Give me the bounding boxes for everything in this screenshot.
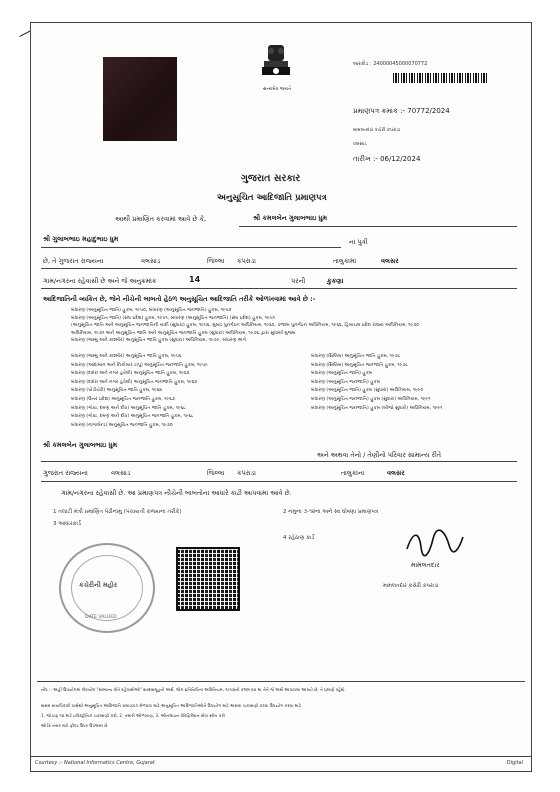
- seal-bottom-text: DATE VALUED: [85, 615, 117, 620]
- document-item-3: 3 આધારકાર્ડ: [53, 521, 81, 527]
- signature-mark: [403, 527, 467, 557]
- qr-code: [176, 547, 240, 611]
- order-item: બંધારણ (પોંડીચેરી) અનુસૂચિત જાતિ હુકમ, ૧૯૬૪: [71, 388, 163, 394]
- district-value: કપરાડા: [237, 257, 256, 265]
- state-line: છે, તે ગુજરાત રાજ્યના: [43, 257, 104, 265]
- residence-district: કપરાડા: [237, 469, 256, 477]
- taluka-label: તાલુકામાં: [333, 257, 357, 265]
- footer: [31, 756, 531, 771]
- government-title: ગુજરાત સરકાર: [241, 173, 301, 184]
- residence-state: ગુજરાત રાજ્યના: [43, 469, 88, 477]
- parent-name: શ્રી ગુલાબભાઇ મહાદુભાઇ ધુમ: [43, 235, 119, 243]
- issue-date: તારીખ :- 06/12/2024: [353, 155, 421, 163]
- document-item-4: 4 રહેઠાણ કાર્ડ: [283, 535, 315, 541]
- residence-district-label: જિલ્લા: [207, 469, 225, 477]
- certificate-page: [30, 22, 532, 772]
- residence-name: શ્રી કમલબેન ગુલાબભાઇ ધુમ: [43, 441, 118, 449]
- courtesy-text: Courtesy :- National Informatics Centre, Gujarat: [35, 760, 155, 766]
- village-line: ગામ/નગરના રહેવાસી છે અને જે અનુક્રમાંક: [43, 277, 157, 285]
- relation-label: ના પુત્રી: [349, 238, 368, 246]
- order-item: બંધારણ (અનુસૂચિત જાતિ) હુકમ (સુધારા) અધિનિયમ, ૧૯૯૦: [311, 388, 424, 394]
- order-item: બંધારણ (અનુસૂચિત જનજાતિ) હુકમ (સુધારા) અધિનિયમ, ૧૯૯૧: [311, 396, 431, 402]
- order-item: બંધારણ (અનુસૂચિત જનજાતિ) હુકમ: [311, 379, 380, 385]
- office-seal: [59, 543, 155, 633]
- state-emblem-icon: [259, 43, 293, 83]
- intro-text: આથી પ્રમાણિત કરવામાં આવે છે કે,: [115, 215, 207, 223]
- note-line-1: નોંધ :- અહીં ઉપયોગમાં લેવાયેલ "સામાન્ય રીતે રહેવાસીઓ" શબ્દસમૂહનો અર્થ, લોક-પ્રતિનિધિત્વ અધિનિયમ, ૧૯૫૦ની કલમ ૨૦ માં તેને જે અર્થ આપવામાં આવ્યો છે, તે પ્રમાણે રહેશે.: [41, 687, 346, 692]
- office-line-2: વલસાડ: [353, 142, 367, 147]
- order-item: બંધારણ (ઉત્તર પ્રદેશ) અનુસૂચિત જનજાતિ હુકમ, ૧૯૬૭: [71, 396, 175, 402]
- order-item: બંધારણ (દાદરા અને નગર હવેલી) અનુસૂચિત જનજાતિ હુકમ, ૧૯૬૨: [71, 379, 198, 385]
- order-item: બંધારણ (ગોવા, દમણ અને દીવ) અનુસૂચિત જાતિ હુકમ, ૧૯૬૮: [71, 405, 186, 411]
- document-item-2: 2 નમુના ૭-૧૨ના અને સ્વ ઘોષણા પ્રમાણપત્ર: [283, 509, 379, 515]
- order-item: બંધારણ (દાદરા અને નગર હવેલી) અનુસૂચિત જાતિ હુકમ, ૧૯૬૨: [71, 371, 190, 377]
- certificate-title: અનુસૂચિત આદિજાતિ પ્રમાણપત્ર: [217, 193, 327, 203]
- orders-right-column: [311, 353, 443, 413]
- residence-taluka: વલસર: [387, 469, 405, 477]
- barcode: [393, 73, 489, 83]
- order-item: બંધારણ (જમ્મુ અને કાશ્મીર) અનુસૂચિત જાતિ હુકમ, ૧૯૫૬: [71, 354, 182, 359]
- caste-label: પરની: [291, 277, 306, 285]
- signature-office: મામલતદાર કચેરી કપરાડા: [383, 583, 439, 589]
- residence-suffix: અને અથવા તેનો / તેણીનો પરિવાર સામાન્ય રીતે: [317, 451, 442, 459]
- note-line-2: સક્ષમ સત્તાધિકારી પાસેથી અનુસૂચિત આદિજાતિ પ્રમાણપત્ર મેળવવા માટે અનુસૂચિત આદિજાતિઓને ઉપયોગ માટે અથવા ચકાસણી કરવા ઉપયોગ કરવા માટે: [41, 703, 302, 708]
- order-item: બંધારણ (સિક્કિમ) અનુસૂચિત જનજાતિ હુકમ, ૧૯૭૮: [311, 362, 409, 368]
- digital-text: Digital: [506, 760, 523, 766]
- serial-number: 14: [189, 275, 201, 284]
- residence-village-line: ગામ/નગરના રહેવાસી છે. આ પ્રમાણપત્ર નીચેની બાબતોના આધારે કાઢી આપવામાં આવે છે.: [61, 489, 292, 497]
- emblem-motto: સત્યમેવ જયતે: [263, 87, 292, 92]
- document-item-1: 1 તલાટી મંત્રી પ્રમાણિત પેઢીનામુ (પંચાયતી રાજ્યના તરીકે): [53, 509, 182, 515]
- order-item: બંધારણ (આંદામાન અને નિકોબાર ટાપુ) અનુસૂચિત જનજાતિ હુકમ, ૧૯૫૯: [71, 362, 208, 368]
- order-item: બંધારણ (ગોવા, દમણ અને દીવ) અનુસૂચિત જનજાતિ હુકમ, ૧૯૬૮: [71, 414, 194, 420]
- signature-title: મામલતદાર: [411, 561, 440, 569]
- district-of-state: વલસાડ: [141, 257, 161, 265]
- order-item: બંધારણ (સિક્કિમ) અનુસૂચિત જાતિ હુકમ, ૧૯૭૮: [311, 354, 401, 359]
- taluka-value: વલસર: [381, 257, 399, 265]
- barcode-label: બારકોડ : 24000045000070772: [353, 61, 428, 67]
- caste-value: કુકણા: [327, 277, 344, 285]
- note-line-3: 1. જોડાણ ૧૦ માટે ઇલેક્ટ્રોનિક ચકાસણી કરો, 2. તમારી ઓળખાણ, 3. ઓનલાઇન વેરિફિકેશન સેવા સ્કેન કરો: [41, 713, 225, 718]
- seal-text: કચેરીની મહોર: [79, 581, 118, 589]
- certificate-number: પ્રમાણપત્ર ક્રમાંક :- 70772/2024: [353, 107, 450, 115]
- orders-left-column: [71, 353, 208, 430]
- order-item: બંધારણ (અનુસૂચિત જનજાતિ) હુકમ (બીજો સુધારો) અધિનિયમ, ૧૯૯૧: [311, 405, 443, 411]
- order-item: બંધારણ (અનુસૂચિત જાતિ) હુકમ: [311, 371, 373, 377]
- residence-state-district: વલસાડ: [111, 469, 131, 477]
- district-label: જિલ્લા: [207, 257, 225, 265]
- orders-paragraph: બંધારણ (અનુસૂચિત જાતિ) હુકમ, ૧૯૫૦, બંધારણ (અનુસૂચિત જનજાતિ) હુકમ, ૧૯૫૦ બંધારણ (અનુસૂચિત જાતિ) (સંઘ પ્રદેશ) હુકમ, ૧૯૫૧, બંધારણ (અનુસૂચિત જનજાતિ) (સંઘ પ્રદેશ) હુકમ, ૧૯૫૧ (અનુસૂચિત જાતિ અને અનુસૂચિત જનજાતિની યાદી (સુધારા) હુકમ, ૧૯૫૬, મુંબઇ પુનર્ગઠન અધિનિયમ, ૧૯૬૦, પંજાબ પુનર્ગઠન અધિનિયમ, ૧૯૬૬, હિમાચલ પ્રદેશ રાજ્ય અધિનિયમ, ૧૯૭૦ અધિનિયમ, ૧૯૭૧ અને અનુસૂચિત જાતિ અને અનુસૂચિત જનજાતિ હુકમ (સુધારા) અધિનિયમ, ૧૯૭૬ દ્વારા સુધાર્યા મુજબ બંધારણ (જમ્મુ અને કાશ્મીર) અનુસૂચિત જાતિ હુકમ (સુધારા) અધિનિયમ, ૧૯૭૯, બંધારણ અંગે: [71, 308, 420, 344]
- order-item: બંધારણ (નાગાલેન્ડ) અનુસૂચિત જનજાતિ હુકમ, ૧૯૭૦: [71, 422, 173, 428]
- applicant-name: શ્રી કમલબેન ગુલાબભાઇ ધુમ: [253, 214, 328, 222]
- residence-taluka-label: તાલુકાના: [341, 469, 365, 477]
- community-line: આદિજાતિની વ્યકિત છે, જેને નીચેની બાબતો હેઠળ અનુસૂચિત આદિજાતિ તરીકે ઓળખવામાં આવે છે :-: [43, 295, 316, 303]
- note-line-4: ઓર્ડર નંબર માટે ફીલ્ડ ઉપર ઉપલબ્ધ છે: [41, 723, 108, 728]
- office-line-1: મામલતદાર કચેરી કપરાડા: [353, 128, 401, 133]
- applicant-photo: [103, 57, 177, 141]
